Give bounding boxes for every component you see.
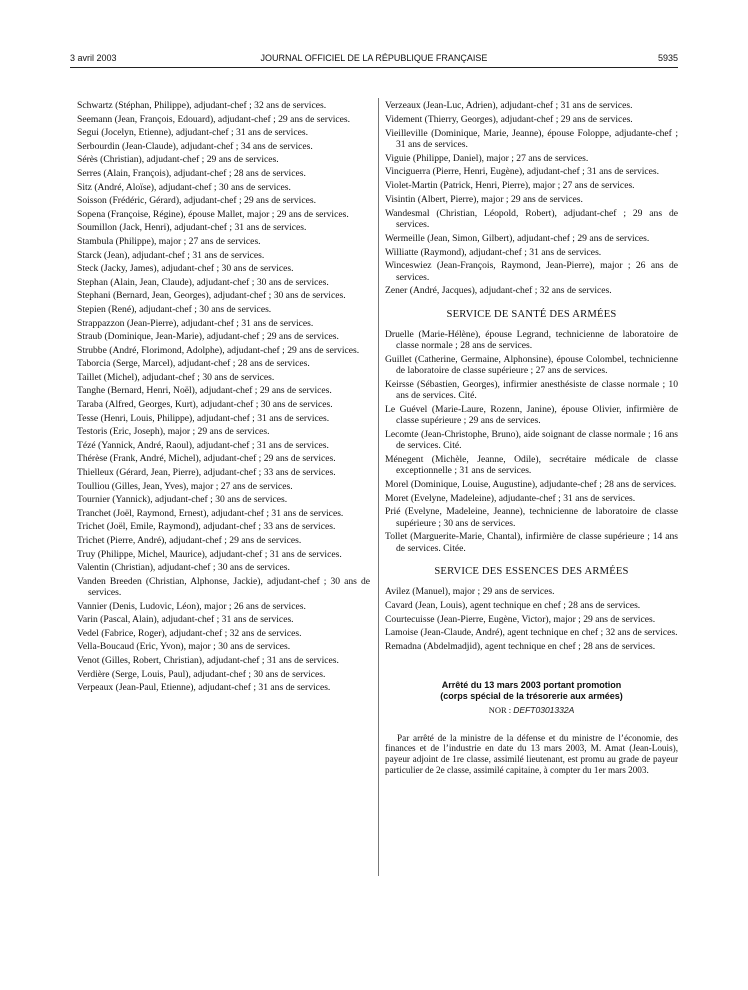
list-item: Stephani (Bernard, Jean, Georges), adjudant-chef ; 30 ans de services. [77,290,346,302]
list-item: Cavard (Jean, Louis), agent technique en chef ; 28 ans de services. [385,599,641,611]
list-item: Straub (Dominique, Jean-Marie), adjudant-chef ; 29 ans de services. [77,331,339,343]
list-item: Starck (Jean), adjudant-chef ; 31 ans de services. [77,249,265,261]
section-title-essences: SERVICE DES ESSENCES DES ARMÉES [434,565,629,577]
list-item: Taillet (Michel), adjudant-chef ; 30 ans de services. [77,371,275,383]
list-item: Serbourdin (Jean-Claude), adjudant-chef ; 34 ans de services. [77,140,313,152]
list-item: Taraba (Alfred, Georges, Kurt), adjudant-chef ; 30 ans de services. [77,399,333,411]
list-item: Truy (Philippe, Michel, Maurice), adjudant-chef ; 31 ans de services. [77,548,342,560]
list-item: Violet-Martin (Patrick, Henri, Pierre), major ; 27 ans de services. [385,180,635,192]
list-item: Prié (Evelyne, Madeleine, Jeanne), technicienne de laboratoire de classe supérieure ; 30 ans de services. [385,506,678,529]
list-item: Tézé (Yannick, André, Raoul), adjudant-chef ; 31 ans de services. [77,439,329,451]
list-item: Venot (Gilles, Robert, Christian), adjudant-chef ; 31 ans de services. [77,654,339,666]
list-item: Vella-Boucaud (Eric, Yvon), major ; 30 ans de services. [77,641,291,653]
list-item: Tranchet (Joël, Raymond, Ernest), adjudant-chef ; 31 ans de services. [77,507,344,519]
list-item: Serres (Alain, François), adjudant-chef ; 28 ans de services. [77,167,306,179]
list-item: Taborcia (Serge, Marcel), adjudant-chef ; 28 ans de services. [77,358,310,370]
column-divider [378,98,379,876]
header-rule [70,67,678,68]
list-item: Viguie (Philippe, Daniel), major ; 27 ans de services. [385,152,589,164]
list-item: Stambula (Philippe), major ; 27 ans de services. [77,235,261,247]
list-item: Soisson (Frédéric, Gérard), adjudant-chef ; 29 ans de services. [77,195,316,207]
list-item: Remadna (Abdelmadjid), agent technique en chef ; 28 ans de services. [385,641,656,653]
list-item: Strubbe (André, Florimond, Adolphe), adjudant-chef ; 29 ans de services. [77,344,360,356]
left-column [77,100,370,696]
list-item: Schwartz (Stéphan, Philippe), adjudant-chef ; 32 ans de services. [77,100,327,111]
list-item: Zener (André, Jacques), adjudant-chef ; 32 ans de services. [385,285,612,297]
list-item: Ménegent (Michèle, Jeanne, Odile), secrétaire médicale de classe exceptionnelle ; 31 ans de services. [385,453,678,476]
list-item: Steck (Jacky, James), adjudant-chef ; 30 ans de services. [77,263,294,275]
section-title-sante: SERVICE DE SANTÉ DES ARMÉES [446,308,617,320]
page-number: 5935 [657,53,678,63]
list-item: Guillet (Catherine, Germaine, Alphonsine), épouse Colombel, technicienne de laboratoire de classe supérieure ; 27 ans de services. [385,353,678,376]
list-item: Tournier (Yannick), adjudant-chef ; 30 ans de services. [77,494,288,506]
arrete-title [385,680,678,702]
list-item: Avilez (Manuel), major ; 29 ans de services. [385,585,555,597]
list-item: Le Guével (Marie-Laure, Rozenn, Janine), épouse Olivier, infirmière de classe supérieure ; 29 ans de services. [385,403,678,426]
sante-entry-list [385,329,678,554]
list-item: Vinciguerra (Pierre, Henri, Eugène), adjudant-chef ; 31 ans de services. [385,166,660,178]
list-item: Toulliou (Gilles, Jean, Yves), major ; 27 ans de services. [77,480,293,492]
journal-title: JOURNAL OFFICIEL DE LA RÉPUBLIQUE FRANÇAISE [260,53,488,63]
list-item: Sitz (André, Aloïse), adjudant-chef ; 30 ans de services. [77,181,291,193]
list-item: Keirsse (Sébastien, Georges), infirmier anesthésiste de classe normale ; 10 ans de services. Cité. [385,378,678,401]
list-item: Tollet (Marguerite-Marie, Chantal), infirmière de classe supérieure ; 14 ans de services. Citée. [385,531,678,554]
list-item: Sopena (Françoise, Régine), épouse Mallet, major ; 29 ans de services. [77,208,349,220]
list-item: Trichet (Pierre, André), adjudant-chef ; 29 ans de services. [77,535,302,546]
right-entry-list [385,100,678,297]
list-item: Visintin (Albert, Pierre), major ; 29 ans de services. [385,193,583,205]
list-item: Seemann (Jean, François, Edouard), adjudant-chef ; 29 ans de services. [77,113,351,125]
list-item: Testoris (Eric, Joseph), major ; 29 ans de services. [77,426,270,438]
list-item: Vedel (Fabrice, Roger), adjudant-chef ; 32 ans de services. [77,627,302,639]
list-item: Stephan (Alain, Jean, Claude), adjudant-chef ; 30 ans de services. [77,276,329,288]
nor-code: DEFT0301332A [513,705,575,716]
list-item: Morel (Dominique, Louise, Augustine), adjudante-chef ; 28 ans de services. [385,478,677,490]
list-item: Lecomte (Jean-Christophe, Bruno), aide soignant de classe normale ; 16 ans de services. Cité. [385,428,678,451]
list-item: Tesse (Henri, Louis, Philippe), adjudant-chef ; 31 ans de services. [77,412,330,424]
list-item: Lamoise (Jean-Claude, André), agent technique en chef ; 32 ans de services. [385,627,678,639]
list-item: Verpeaux (Jean-Paul, Etienne), adjudant-chef ; 31 ans de services. [77,682,331,694]
list-item: Valentin (Christian), adjudant-chef ; 30 ans de services. [77,562,290,574]
nor-label: NOR : [488,705,512,716]
list-item: Wandesmal (Christian, Léopold, Robert), adjudant-chef ; 29 ans de services. [385,207,678,230]
right-column [385,100,678,776]
list-item: Druelle (Marie-Hélène), épouse Legrand, technicienne de laboratoire de classe normale ; 28 ans de services. [385,328,678,351]
list-item: Strappazzon (Jean-Pierre), adjudant-chef ; 31 ans de services. [77,317,314,329]
arrete-text: Par arrêté de la ministre de la défense et du ministre de l’économie, des finances et de l’industrie en date du 13 mars 2003, M. Amat (Jean-Louis), payeur adjoint de 1re classe, assimilé lieutenant, est promu au grade de payeur particulier de 2e classe, assimilé capitaine, à compter du 1er mars 2003. [385,732,678,775]
arrete-title-line2: (corps spécial de la trésorerie aux armées) [440,691,623,702]
list-item: Videment (Thierry, Georges), adjudant-chef ; 29 ans de services. [385,113,633,125]
list-item: Stepien (René), adjudant-chef ; 30 ans de services. [77,303,272,315]
list-item: Verzeaux (Jean-Luc, Adrien), adjudant-chef ; 31 ans de services. [385,100,633,111]
list-item: Verdière (Serge, Louis, Paul), adjudant-chef ; 30 ans de services. [77,668,326,680]
list-item: Segui (Jocelyn, Etienne), adjudant-chef ; 31 ans de services. [77,127,308,139]
page-header [70,53,678,67]
list-item: Vannier (Denis, Ludovic, Léon), major ; 26 ans de services. [77,600,306,612]
arrete-title-line1: Arrêté du 13 mars 2003 portant promotion [441,680,622,691]
list-item: Trichet (Joël, Emile, Raymond), adjudant-chef ; 33 ans de services. [77,521,336,533]
list-item: Tanghe (Bernard, Henri, Noël), adjudant-chef ; 29 ans de services. [77,385,332,397]
nor-reference [385,705,678,716]
essences-entry-list [385,586,678,652]
list-item: Winceswiez (Jean-François, Raymond, Jean-Pierre), major ; 26 ans de services. [385,260,678,283]
list-item: Sérès (Christian), adjudant-chef ; 29 ans de services. [77,154,279,166]
list-item: Soumillon (Jack, Henri), adjudant-chef ; 31 ans de services. [77,222,307,234]
list-item: Wermeille (Jean, Simon, Gilbert), adjudant-chef ; 29 ans de services. [385,232,650,244]
list-item: Williatte (Raymond), adjudant-chef ; 31 ans de services. [385,246,602,258]
list-item: Vanden Breeden (Christian, Alphonse, Jackie), adjudant-chef ; 30 ans de services. [77,575,370,598]
publication-date: 3 avril 2003 [70,53,117,63]
list-item: Thérèse (Frank, André, Michel), adjudant-chef ; 29 ans de services. [77,453,336,465]
list-item: Thielleux (Gérard, Jean, Pierre), adjudant-chef ; 33 ans de services. [77,467,336,479]
list-item: Vieilleville (Dominique, Marie, Jeanne), épouse Foloppe, adjudante-chef ; 31 ans de services. [385,127,678,150]
list-item: Varin (Pascal, Alain), adjudant-chef ; 31 ans de services. [77,614,294,626]
list-item: Moret (Evelyne, Madeleine), adjudante-chef ; 31 ans de services. [385,492,636,504]
list-item: Courtecuisse (Jean-Pierre, Eugène, Victor), major ; 29 ans de services. [385,613,656,625]
